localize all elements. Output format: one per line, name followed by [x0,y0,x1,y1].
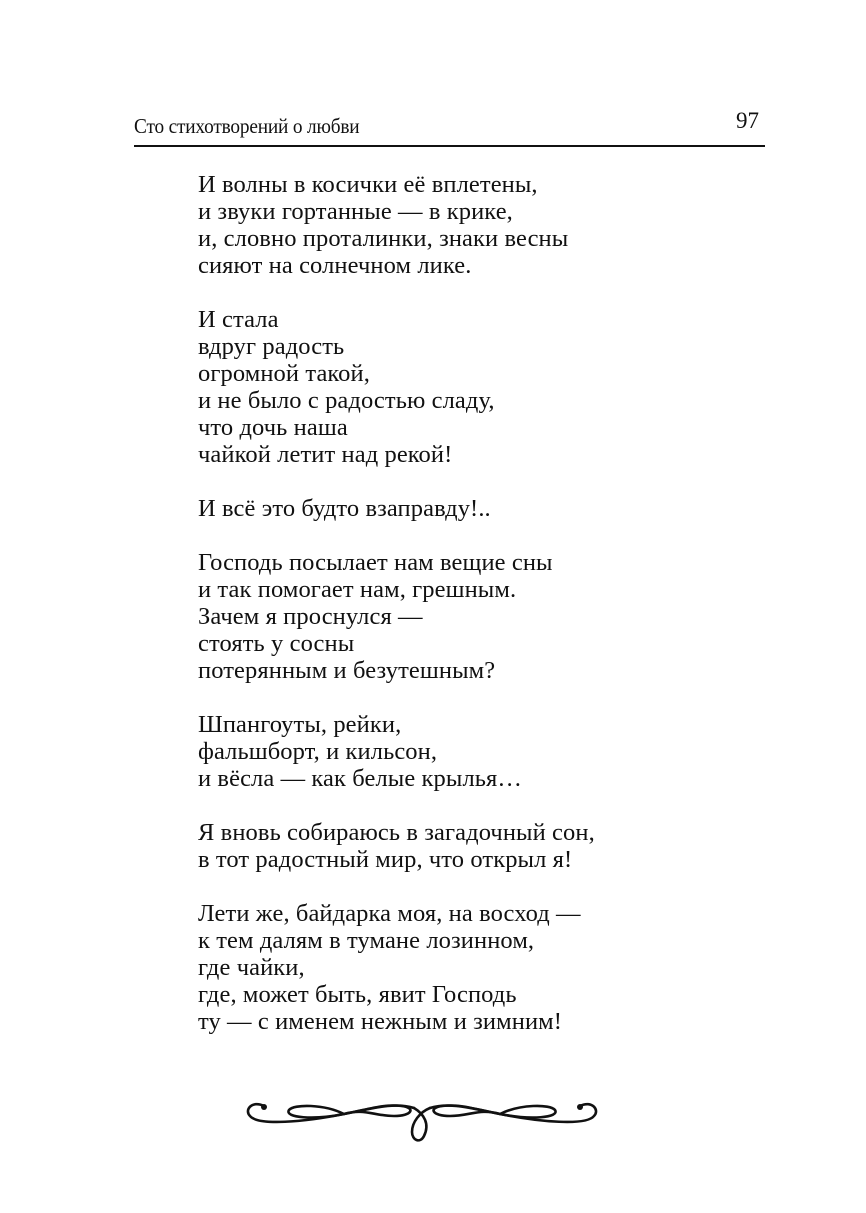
poem-line: Лети же, байдарка моя, на восход — [198,900,581,927]
poem-line: и не было с радостью сладу, [198,387,495,414]
poem-line: где, может быть, явит Господь [198,981,517,1008]
poem-line: вдруг радость [198,333,345,360]
poem-line: сияют на солнечном лике. [198,252,472,279]
poem-line: где чайки, [198,954,305,981]
stanza-5 [198,711,758,792]
poem-line: ту — с именем нежным и зимним! [198,1008,563,1035]
header-rule [134,145,765,147]
flourish-divider-icon [244,1096,600,1146]
running-title: Сто стихотворений о любви [134,114,360,138]
poem-line: И стала [198,306,279,333]
stanza-4 [198,549,758,684]
poem-line: И волны в косички её вплетены, [198,171,538,198]
poem-line: и так помогает нам, грешным. [198,576,517,603]
running-head [134,108,765,142]
poem-body [198,171,758,1062]
poem-line: и звуки гортанные — в крике, [198,198,513,225]
poem-line: и, словно проталинки, знаки весны [198,225,569,252]
poem-line: огромной такой, [198,360,370,387]
stanza-2 [198,306,758,468]
page-number: 97 [736,108,759,133]
poem-line: и вёсла — как белые крылья… [198,765,523,792]
poem-line: Шпангоуты, рейки, [198,711,402,738]
poem-line: стоять у сосны [198,630,355,657]
poem-line: И всё это будто взаправду!.. [198,495,491,522]
poem-line: чайкой летит над рекой! [198,441,453,468]
poem-line: потерянным и безутешным? [198,657,496,684]
poem-line: к тем далям в тумане лозинном, [198,927,535,954]
stanza-3 [198,495,758,522]
stanza-1 [198,171,758,279]
poem-line: фальшборт, и кильсон, [198,738,438,765]
poem-line: Господь посылает нам вещие сны [198,549,553,576]
poem-line: Я вновь собираюсь в загадочный сон, [198,819,595,846]
poem-line: в тот радостный мир, что открыл я! [198,846,573,873]
poem-line: Зачем я проснулся — [198,603,423,630]
poem-line: что дочь наша [198,414,348,441]
stanza-7 [198,900,758,1035]
stanza-6 [198,819,758,873]
